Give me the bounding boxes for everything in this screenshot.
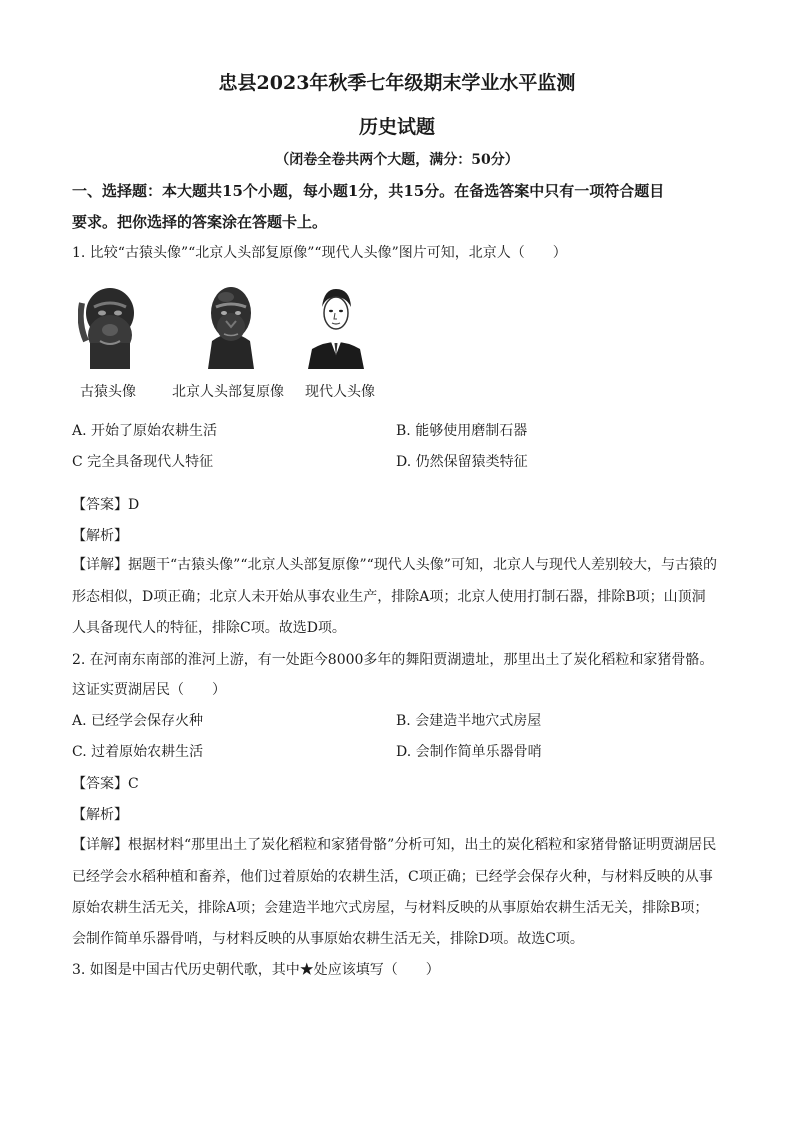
section-heading-line1: 一、选择题：本大题共15个小题，每小题1分，共15分。在备选答案中只有一项符合题目 [72,182,665,200]
section-heading-line2: 要求。把你选择的答案涂在答题卡上。 [72,213,328,231]
q2-stem-line2: 这证实贾湖居民（ ） [72,682,226,698]
q1-option-c: C 完全具备现代人特征 [72,454,214,470]
exam-note: （闭卷全卷共两个大题，满分：50分） [275,152,519,168]
q1-answer: 【答案】D [72,497,140,513]
q2-option-b: B. 会建造半地穴式房屋 [396,713,542,729]
modern-human-portrait-image [306,283,366,369]
q1-detail-line3: 人具备现代人的特征，排除C项。故选D项。 [72,620,346,636]
q1-detail-line2: 形态相似，D项正确；北京人未开始从事农业生产，排除A项；北京人使用打制石器，排除B项；山顶洞 [72,589,706,605]
exam-title: 忠县2023年秋季七年级期末学业水平监测 [218,72,576,94]
q1-option-d: D. 仍然保留猿类特征 [396,454,528,470]
q2-answer: 【答案】C [72,776,139,792]
peking-man-caption: 北京人头部复原像 [172,384,284,400]
q2-analysis-label: 【解析】 [72,807,128,823]
q1-option-a: A. 开始了原始农耕生活 [72,423,218,439]
q1-stem: 1. 比较“古猿头像”“北京人头部复原像”“现代人头像”图片可知，北京人（ ） [72,245,567,261]
ape-head-image [78,283,142,369]
q1-detail-line1: 【详解】据题干“古猿头像”“北京人头部复原像”“现代人头像”可知，北京人与现代人差别较大，与古猿的 [72,557,717,573]
q2-detail-line4: 会制作简单乐器骨哨，与材料反映的从事原始农耕生活无关，排除D项。故选C项。 [72,931,584,947]
q2-option-a: A. 已经学会保存火种 [72,713,204,729]
peking-man-bust-image [196,283,266,369]
ape-head-caption: 古猿头像 [80,384,136,400]
q1-option-b: B. 能够使用磨制石器 [396,423,528,439]
q2-option-d: D. 会制作简单乐器骨哨 [396,744,542,760]
q1-analysis-label: 【解析】 [72,528,128,544]
subject-title: 历史试题 [358,116,435,138]
modern-human-caption: 现代人头像 [305,384,375,400]
q2-stem-line1: 2. 在河南东南部的淮河上游，有一处距今8000多年的舞阳贾湖遗址，那里出土了炭化稻粒和家猪骨骼。 [72,652,714,668]
q3-stem: 3. 如图是中国古代历史朝代歌，其中★处应该填写（ ） [72,962,440,978]
q2-detail-line1: 【详解】根据材料“那里出土了炭化稻粒和家猪骨骼”分析可知，出土的炭化稻粒和家猪骨骼证明贾湖居民 [72,837,717,853]
q2-detail-line3: 原始农耕生活无关，排除A项；会建造半地穴式房屋，与材料反映的从事原始农耕生活无关，排除B项； [72,900,709,916]
q2-option-c: C. 过着原始农耕生活 [72,744,204,760]
q2-detail-line2: 已经学会水稻种植和畜养，他们过着原始的农耕生活，C项正确；已经学会保存火种，与材料反映的从事 [72,869,713,885]
